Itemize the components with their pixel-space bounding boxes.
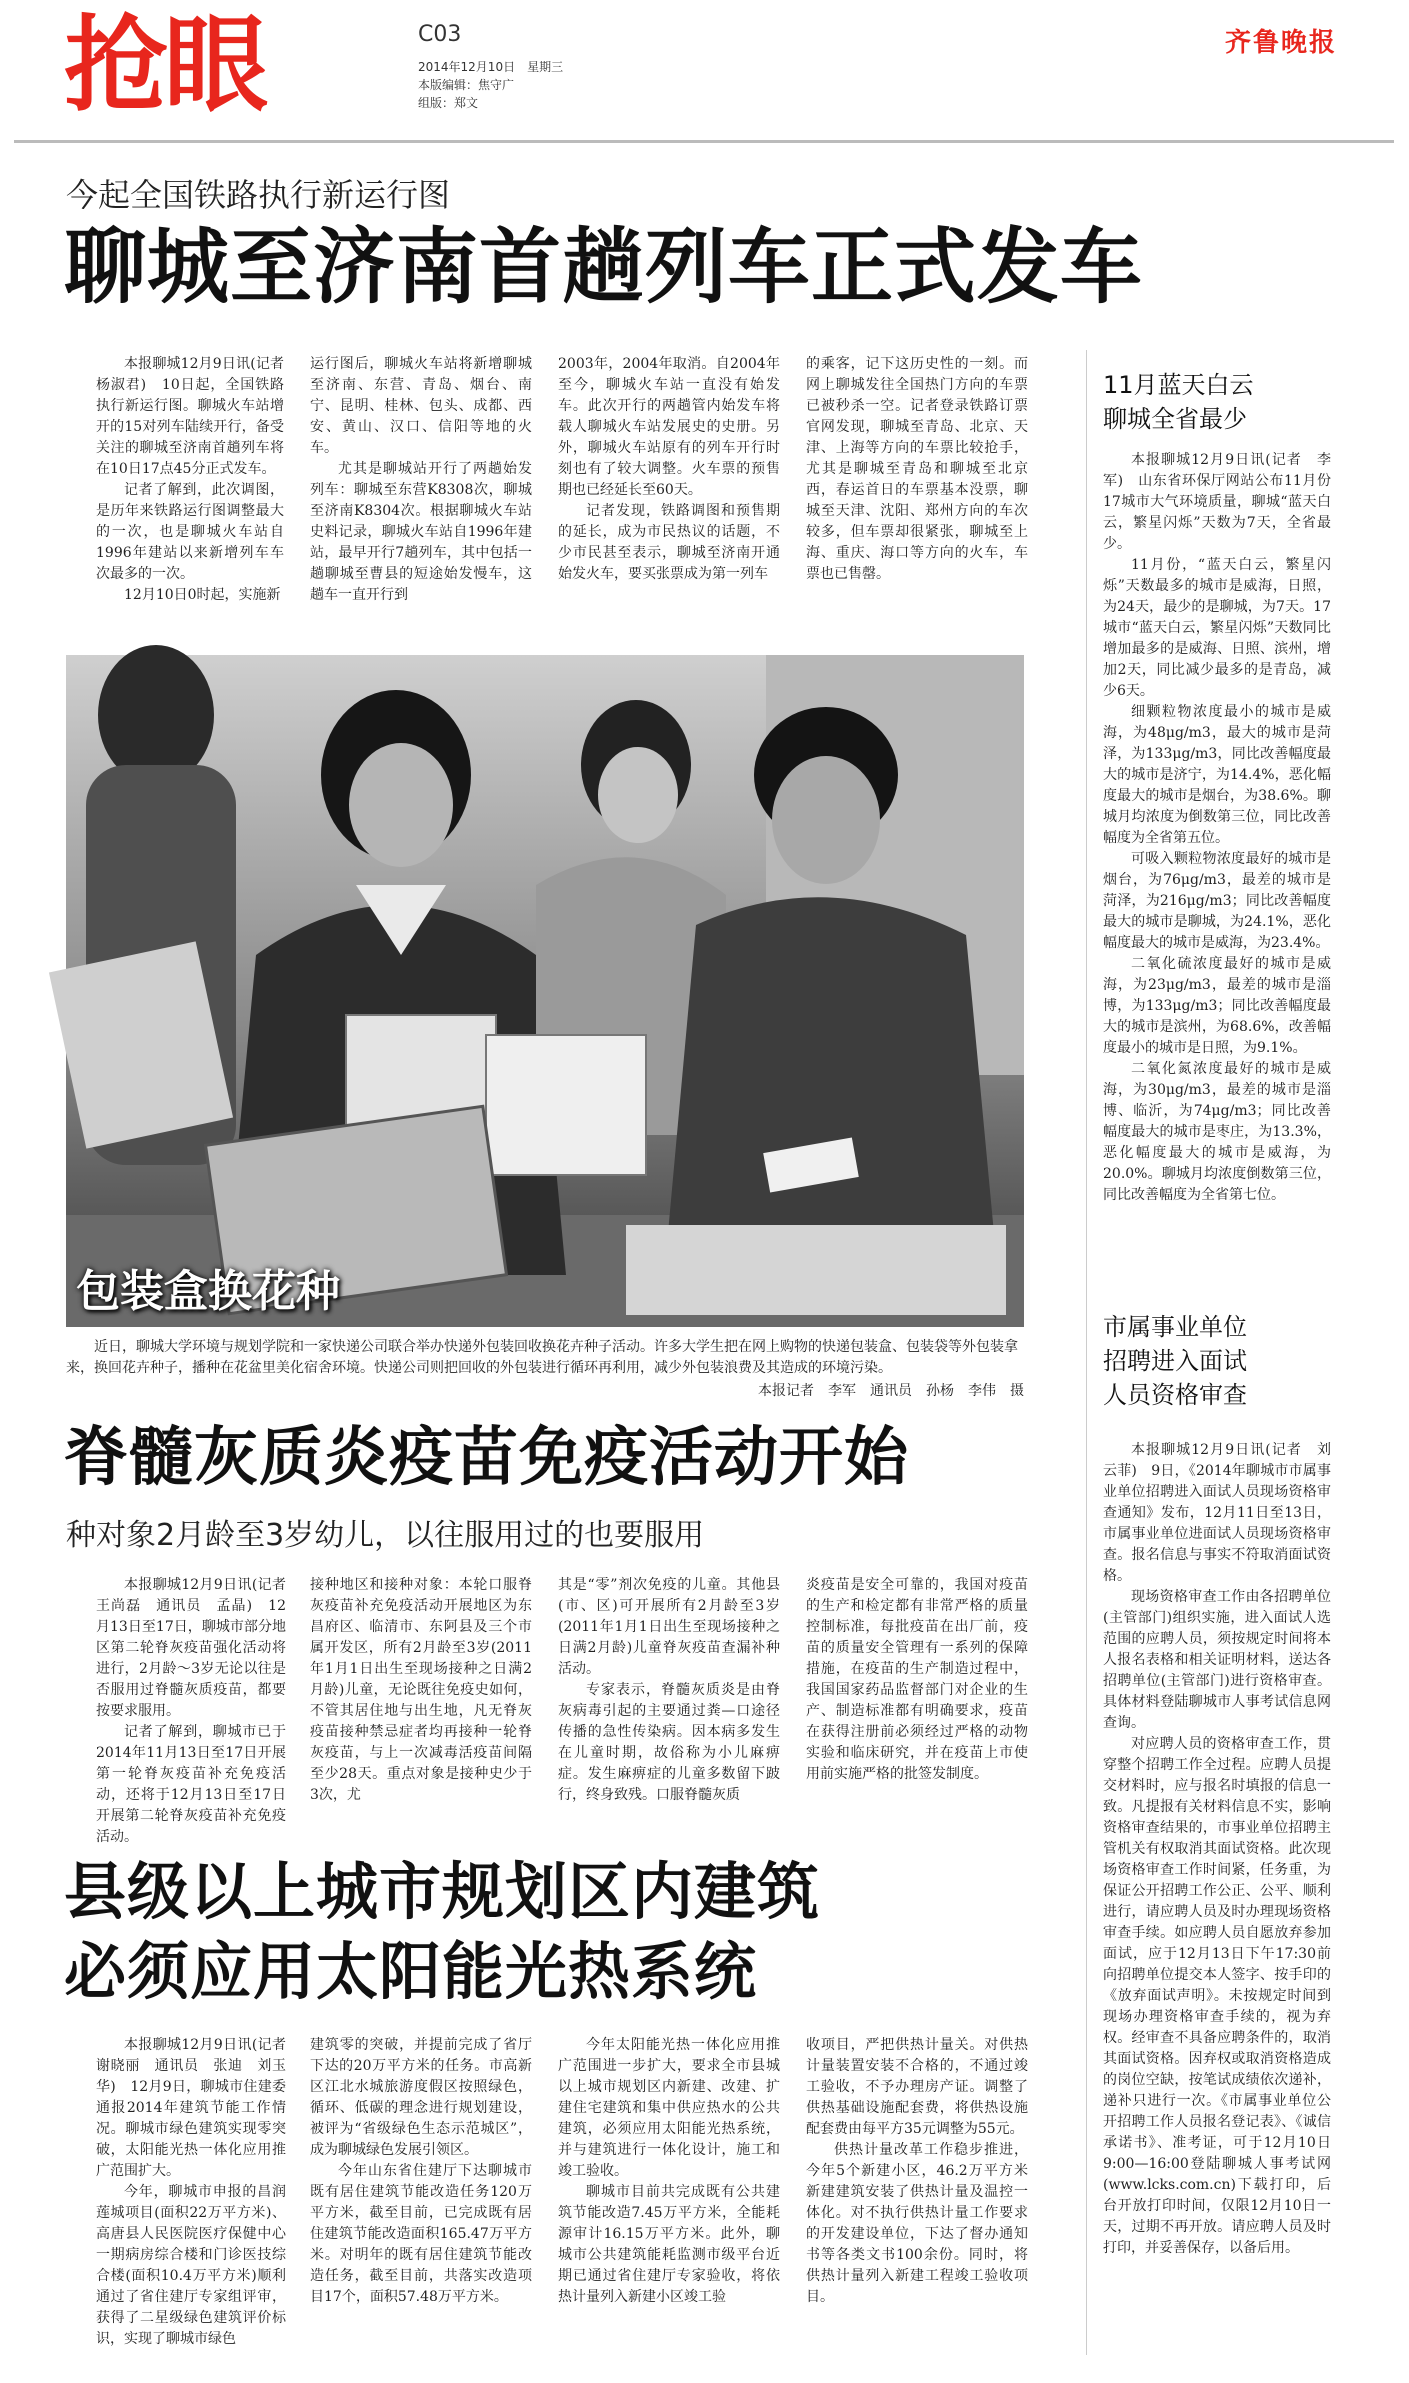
paragraph: 记者发现，铁路调图和预售期的延长，成为市民热议的话题，不少市民甚至表示，聊城至济南开通始发火车，要买张票成为第一列车 — [558, 503, 780, 582]
paragraph: 专家表示，脊髓灰质炎是由脊灰病毒引起的主要通过粪—口途径传播的急性传染病。因本病多发生在儿童时期，故俗称为小儿麻痹症。发生麻痹症的儿童多数留下跛行，终身致残。口服脊髓灰质 — [558, 1682, 780, 1803]
sidebar1-body — [1103, 450, 1331, 1290]
date-line: 2014年12月10日 星期三 — [418, 60, 564, 74]
headline-line: 聊城全省最少 — [1103, 405, 1247, 433]
paragraph: 今年，聊城市申报的昌润莲城项目(面积22万平方米)、高唐县人民医院医疗保健中心一期病房综合楼和门诊医技综合楼(面积10.4万平方米)顺利通过了省住建厅专家组评审，获得了二星级绿色建筑评价标识，实现了聊城市绿色 — [96, 2184, 286, 2347]
headline-line: 人员资格审查 — [1103, 1381, 1247, 1409]
issue-meta — [418, 58, 563, 112]
paragraph: 炎疫苗是安全可靠的，我国对疫苗的生产和检定都有非常严格的质量控制标准，每批疫苗在出厂前，疫苗的质量安全管理有一系列的保障措施，在疫苗的生产制造过程中，我国国家药品监督部门对企业的生产、制造标准都有明确要求，疫苗在获得注册前必须经过严格的动物实验和临床研究，并在疫苗上市使用前实施严格的批签发制度。 — [806, 1577, 1028, 1782]
paragraph: 本报聊城12月9日讯(记者 李军) 山东省环保厅网站公布11月份17城市大气环境质量，聊城“蓝天白云，繁星闪烁”天数为7天，全省最少。 — [1103, 452, 1331, 552]
designer-line: 组版：郑文 — [418, 96, 479, 110]
paragraph: 记者了解到，聊城市已于2014年11月13日至17日开展第一轮脊灰疫苗补充免疫活动，还将于12月13日至17日开展第二轮脊灰疫苗补充免疫活动。 — [96, 1724, 286, 1845]
story3-column-3 — [558, 2035, 780, 2360]
paragraph: 11月份，“蓝天白云，繁星闪烁”天数最多的城市是威海，日照，为24天，最少的是聊城，为7天。17城市“蓝天白云，繁星闪烁”天数同比增加最多的是威海、日照、滨州，增加2天，同比减少最多的是青岛，减少6天。 — [1103, 557, 1331, 699]
photo-credit: 本报记者 李军 通讯员 孙杨 李伟 摄 — [758, 1383, 1024, 1399]
story1-column-4 — [806, 354, 1028, 654]
headline-line: 县级以上城市规划区内建筑 — [64, 1855, 821, 1928]
paragraph: 本报聊城12月9日讯(记者 刘云菲) 9日，《2014年聊城市市属事业单位招聘进入面试人员现场资格审查通知》发布，12月11日至13日，市属事业单位进面试人员现场资格审查。报名信息与事实不符取消面试资格。 — [1103, 1442, 1331, 1584]
paragraph: 今年山东省住建厅下达聊城市既有居住建筑节能改造任务120万平方米，截至目前，已完成既有居住建筑节能改造面积165.47万平方米。对明年的既有居住建筑节能改造任务，截至目前，共落实改造项目17个，面积57.48万平方米。 — [310, 2163, 532, 2305]
headline-line: 招聘进入面试 — [1103, 1347, 1247, 1375]
paragraph: 本报聊城12月9日讯(记者 谢晓丽 通讯员 张迪 刘玉华) 12月9日，聊城市住建委通报2014年建筑节能工作情况。聊城市绿色建筑实现零突破，太阳能光热一体化应用推广范围扩大。 — [96, 2037, 300, 2179]
story1-column-3 — [558, 354, 780, 654]
paragraph: 尤其是聊城站开行了两趟始发列车：聊城至东营K8308次，聊城至济南K8304次。根据聊城火车站史料记录，聊城火车站自1996年建站，最早开行7趟列车，其中包括一趟聊城至曹县的短途始发慢车，这趟车一直开行到 — [310, 461, 532, 603]
header-divider — [14, 140, 1394, 143]
sidebar2-headline — [1103, 1310, 1247, 1412]
newspaper-brand: 齐鲁晚报 — [1224, 28, 1337, 58]
sidebar2-body — [1103, 1440, 1331, 2350]
sidebar1-headline — [1103, 368, 1254, 436]
caption-text: 近日，聊城大学环境与规划学院和一家快递公司联合举办快递外包装回收换花卉种子活动。许多大学生把在网上购物的快递包装盒、包装袋等外包装拿来，换回花卉种子，播种在花盆里美化宿舍环境。快递公司则把回收的外包装进行循环再利用，减少外包装浪费及其造成的环境污染。 — [66, 1339, 1018, 1376]
paragraph: 现场资格审查工作由各招聘单位(主管部门)组织实施，进入面试人选范围的应聘人员，须按规定时间将本人报名表格和相关证明材料，送达各招聘单位(主管部门)进行资格审查。具体材料登陆聊城市人事考试信息网查询。 — [1103, 1589, 1331, 1731]
photo-title-overlay: 包装盒换花种 — [76, 1266, 340, 1317]
paragraph: 建筑零的突破，并提前完成了省厅下达的20万平方米的任务。市高新区江北水城旅游度假区按照绿色，循环、低碳的理念进行规划建设，被评为“省级绿色生态示范城区”，成为聊城绿色发展引领区。 — [310, 2037, 532, 2158]
paragraph: 可吸入颗粒物浓度最好的城市是烟台，为76μg/m3，最差的城市是菏泽，为216μg/m3；同比改善幅度最大的城市是聊城，为24.1%，恶化幅度最大的城市是威海，为23.4%。 — [1103, 851, 1331, 951]
paragraph: 二氧化硫浓度最好的城市是威海，为23μg/m3，最差的城市是淄博，为133μg/m3；同比改善幅度最大的城市是滨州，为68.6%，改善幅度最小的城市是日照，为9.1%。 — [1103, 956, 1331, 1056]
story2-column-4 — [806, 1575, 1028, 1815]
photo-caption — [66, 1337, 1024, 1379]
photo-illustration — [66, 655, 1024, 1327]
paragraph: 今年太阳能光热一体化应用推广范围进一步扩大，要求全市县城以上城市规划区内新建、改建、扩建住宅建筑和集中供应热水的公共建筑，必须应用太阳能光热系统，并与建筑进行一体化设计，施工和竣工验收。 — [558, 2037, 780, 2179]
paragraph: 细颗粒物浓度最小的城市是威海，为48μg/m3，最大的城市是菏泽，为133μg/m3，同比改善幅度最大的城市是济宁，为14.4%，恶化幅度最大的城市是烟台，为38.6%。聊城月均浓度为倒数第三位，同比改善幅度为全省第五位。 — [1103, 704, 1331, 846]
story3-headline — [64, 1852, 820, 2012]
paragraph: 对应聘人员的资格审查工作，贯穿整个招聘工作全过程。应聘人员提交材料时，应与报名时填报的信息一致。凡提报有关材料信息不实，影响资格审查结果的，市事业单位招聘主管机关有权取消其面试资格。此次现场资格审查工作时间紧，任务重，为保证公开招聘工作公正、公平、顺利进行，请应聘人员及时办理现场资格审查手续。如应聘人员自愿放弃参加面试，应于12月13日下午17:30前向招聘单位提交本人签字、按手印的《放弃面试声明》。未按规定时间到现场办理资格审查手续的，视为弃权。经审查不具备应聘条件的，取消其面试资格。因弃权或取消资格造成的岗位空缺，按笔试成绩依次递补，递补只进行一次。《市属事业单位公开招聘工作人员报名登记表》、《诚信承诺书》、准考证，可于12月10日9:00—16:00登陆聊城人事考试网(www.lcks.com.cn)下载打印，后台开放打印时间，仅限12月10日一天，过期不再开放。请应聘人员及时打印，并妥善保存，以备后用。 — [1103, 1736, 1331, 2256]
paragraph: 聊城市目前共完成既有公共建筑节能改造7.45万平方米，全能耗源审计16.15万平方米。此外，聊城市公共建筑能耗监测市级平台近期已通过省住建厅专家验收，将依热计量列入新建小区竣工验 — [558, 2184, 780, 2305]
headline-line: 11月蓝天白云 — [1103, 371, 1254, 399]
section-logo: 抢眼 — [64, 4, 265, 126]
paragraph: 2003年，2004年取消。自2004年至今，聊城火车站一直没有始发车。此次开行的两趟管内始发车将载人聊城火车站发展史的史册。另外，聊城火车站原有的列车开行时刻也有了较大调整。火车票的预售期也已经延长至60天。 — [558, 356, 780, 498]
paragraph: 本报聊城12月9日讯(记者 王尚磊 通讯员 孟晶) 12月13日至17日，聊城市部分地区第二轮脊灰疫苗强化活动将进行，2月龄～3岁无论以往是否服用过脊髓灰质疫苗，都要按要求服用。 — [96, 1577, 300, 1719]
news-photo — [66, 655, 1024, 1327]
paragraph: 12月10日0时起，实施新 — [124, 587, 281, 603]
paragraph: 其是“零”剂次免疫的儿童。其他县(市、区)可开展所有2月龄至3岁(2011年1月1日出生至现场接种之日满2月龄)儿童脊灰疫苗查漏补种活动。 — [558, 1577, 780, 1677]
story1-column-2 — [310, 354, 532, 654]
paragraph: 本报聊城12月9日讯(记者 杨淑君) 10日起，全国铁路执行新运行图。聊城火车站增开的15对列车陆续开行，备受关注的聊城至济南首趟列车将在10日17点45分正式发车。 — [96, 356, 298, 477]
paragraph: 接种地区和接种对象：本轮口服脊灰疫苗补充免疫活动开展地区为东昌府区、临清市、东阿县及三个市属开发区，所有2月龄至3岁(2011年1月1日出生至现场接种之日满2月龄)儿童，无论既往免疫史如何，不管其居住地与出生地，凡无脊灰疫苗接种禁忌症者均再接种一轮脊灰疫苗，与上一次减毒活疫苗间隔至少28天。重点对象是接种史少于3次，尤 — [310, 1577, 532, 1803]
story1-column-1 — [96, 354, 298, 654]
column-divider — [1086, 1305, 1087, 2355]
story3-column-2 — [310, 2035, 532, 2360]
paragraph: 二氧化氮浓度最好的城市是威海，为30μg/m3，最差的城市是淄博、临沂，为74μg/m3；同比改善幅度最大的城市是枣庄，为13.3%，恶化幅度最大的城市是威海，为20.0%。聊城月均浓度倒数第三位，同比改善幅度为全省第七位。 — [1103, 1061, 1331, 1203]
story2-column-1 — [96, 1575, 300, 1845]
page-code: C03 — [418, 22, 462, 47]
editor-line: 本版编辑：焦守广 — [418, 78, 515, 92]
story3-column-1 — [96, 2035, 300, 2360]
paragraph: 的乘客，记下这历史性的一刻。而网上聊城发往全国热门方向的车票已被秒杀一空。记者登录铁路订票官网发现，聊城至青岛、北京、天津、上海等方向的车票比较抢手，尤其是聊城至青岛和聊城至北京西，春运首日的车票基本没票，聊城至天津、沈阳、郑州方向的车次较多，但车票却很紧张，聊城至上海、重庆、海口等方向的火车，车票也已售罄。 — [806, 356, 1028, 582]
story1-kicker: 今起全国铁路执行新运行图 — [66, 176, 451, 214]
story2-column-3 — [558, 1575, 780, 1815]
paragraph: 运行图后，聊城火车站将新增聊城至济南、东营、青岛、烟台、南宁、昆明、桂林、包头、成都、西安、黄山、汉口、信阳等地的火车。 — [310, 356, 532, 456]
paragraph: 收项目，严把供热计量关。对供热计量装置安装不合格的，不通过竣工验收，不予办理房产证。调整了供热基础设施配套费，将供热设施配套费由每平方35元调整为55元。 — [806, 2037, 1028, 2137]
story2-column-2 — [310, 1575, 532, 1815]
story2-headline: 脊髓灰质炎疫苗免疫活动开始 — [64, 1421, 909, 1495]
story2-subhead: 种对象2月龄至3岁幼儿，以往服用过的也要服用 — [66, 1518, 705, 1553]
headline-line: 必须应用太阳能光热系统 — [64, 1935, 758, 2008]
column-divider — [1086, 350, 1087, 1320]
story3-column-4 — [806, 2035, 1028, 2360]
headline-line: 市属事业单位 — [1103, 1313, 1247, 1341]
paragraph: 记者了解到，此次调图，是历年来铁路运行图调整最大的一次，也是聊城火车站自1996年建站以来新增列车车次最多的一次。 — [96, 482, 284, 582]
paragraph: 供热计量改革工作稳步推进，今年5个新建小区，46.2万平方米新建建筑安装了供热计量及温控一体化。对不执行供热计量工作要求的开发建设单位，下达了督办通知书等各类文书100余份。同时，将供热计量列入新建工程竣工验收项目。 — [806, 2142, 1028, 2305]
story1-headline: 聊城至济南首趟列车正式发车 — [64, 220, 1144, 315]
